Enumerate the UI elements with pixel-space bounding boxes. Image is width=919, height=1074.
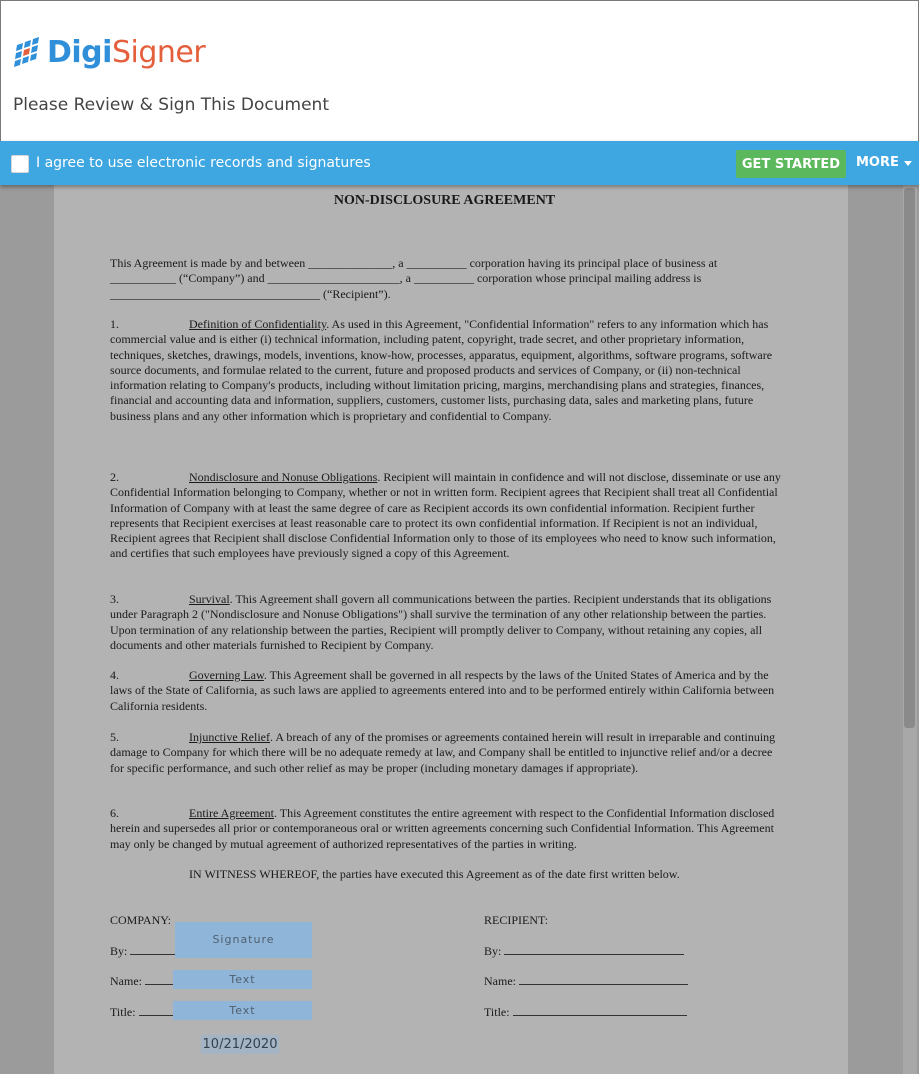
- section-6: [110, 806, 784, 852]
- title-line: [513, 1005, 687, 1016]
- digisigner-logo-icon: [13, 35, 43, 71]
- intro-paragraph: [110, 256, 784, 302]
- section-text: . This Agreement shall be governed in all respects by the laws of the United States of America and by the laws of the State of California, as such laws are applied to agreements entered into and to be performed entirely within California between California residents.: [110, 668, 775, 713]
- section-text: . Recipient will maintain in confidence and will not disclose, disseminate or use any Confidential Information belonging to Company, whether or not in written form. Recipient agrees that Recipient shall treat all Confidential Information of Company with at least the same degree of care as Recipient accords its own confidential information. Recipient further represents that Recipient exercises at least reasonable care to protect its own confidential information. If Recipient is not an individual, Recipient agrees that Recipient shall disclose Confidential Information only to those of its employees who need to know such information, and certifies that such employees have previously signed a copy of this Agreement.: [110, 470, 781, 561]
- section-number: 4.: [110, 668, 119, 682]
- header: [0, 0, 919, 141]
- title-label: Title:: [110, 1005, 136, 1019]
- document-page: [54, 185, 848, 1074]
- name-label: Name:: [110, 974, 142, 988]
- section-text: . This Agreement constitutes the entire agreement with respect to the Confidential Information disclosed herein and supersedes all prior or contemporaneous oral or written agreements concerning such Confidential Information. This Agreement may only be changed by mutual agreement of authorized representatives of the parties in writing.: [110, 806, 775, 851]
- intro-line: ___________________________________ (“Recipient”).: [110, 286, 391, 301]
- section-heading: Injunctive Relief: [189, 730, 270, 744]
- witness-clause: IN WITNESS WHEREOF, the parties have executed this Agreement as of the date first written below.: [189, 867, 680, 881]
- recipient-title-row: [484, 1005, 687, 1020]
- signature-field[interactable]: Signature: [175, 922, 312, 958]
- section-heading: Definition of Confidentiality: [189, 317, 327, 331]
- intro-line: ___________ (“Company”) and ______________________, a __________ corporation whose principal mailing address is: [110, 271, 702, 286]
- section-4: [110, 668, 784, 714]
- section-text: . A breach of any of the promises or agreements contained herein will result in irreparable and continuing damage to Company for which there will be no adequate remedy at law, and Company shall be entitled to injunctive relief and/or a decree for specific performance, and such other relief as may be proper (including monetary damages if appropriate).: [110, 730, 776, 775]
- section-heading: Nondisclosure and Nonuse Obligations: [189, 470, 378, 484]
- title-text-field[interactable]: Text: [173, 1001, 312, 1020]
- section-number: 5.: [110, 730, 119, 744]
- section-number: 2.: [110, 470, 119, 484]
- date-field[interactable]: 10/21/2020: [202, 1037, 278, 1052]
- name-text-field[interactable]: Text: [173, 970, 312, 989]
- scrollbar-thumb[interactable]: [904, 188, 915, 728]
- logo-text-digi: Digi: [47, 35, 112, 70]
- by-label: By:: [484, 944, 502, 958]
- section-heading: Survival: [189, 592, 230, 606]
- section-number: 6.: [110, 806, 119, 820]
- document-title: NON-DISCLOSURE AGREEMENT: [333, 193, 556, 208]
- more-menu-button[interactable]: [856, 155, 912, 170]
- logo: [13, 33, 205, 73]
- get-started-button[interactable]: GET STARTED: [736, 150, 846, 178]
- section-3: [110, 592, 784, 653]
- recipient-by-row: [484, 944, 684, 959]
- section-number: 1.: [110, 317, 119, 331]
- section-text: . As used in this Agreement, "Confidential Information" refers to any information which has commercial value and is either (i) technical information, including patent, copyright, trade secret, and other proprietary information, techniques, sketches, drawings, models, inventions, know-how, processes, apparatus, equipment, algorithms, software programs, software source documents, and formulae related to the current, future and proposed products and services of Company, or (ii) non-technical information relating to Company's products, including without limitation pricing, margins, merchandising plans and strategies, finances, financial and accounting data and information, suppliers, customers, customer lists, purchasing data, sales and marketing plans, future business plans and any other information which is proprietary and confidential to Company.: [110, 317, 773, 423]
- recipient-name-row: [484, 974, 688, 989]
- section-5: [110, 730, 784, 776]
- by-label: By:: [110, 944, 128, 958]
- caret-down-icon: [904, 161, 912, 166]
- intro-line: This Agreement is made by and between ______________, a __________ corporation having its principal place of business at: [110, 256, 718, 270]
- logo-text: [47, 35, 206, 70]
- section-heading: Governing Law: [189, 668, 264, 682]
- page-title: Please Review & Sign This Document: [13, 95, 329, 115]
- recipient-label: RECIPIENT:: [484, 913, 549, 927]
- by-line: [504, 944, 684, 955]
- section-text: . This Agreement shall govern all communications between the parties. Recipient understands that its obligations under Paragraph 2 ("Nondisclosure and Nonuse Obligations") shall survive the termination of any other relationship between the parties. Upon termination of any relationship between the parties, Recipient will promptly deliver to Company, without retaining any copies, all documents and other materials furnished to Recipient by Company.: [110, 592, 772, 652]
- agree-checkbox[interactable]: [11, 155, 29, 173]
- name-line: [519, 974, 688, 985]
- company-label: COMPANY:: [110, 913, 172, 927]
- section-number: 3.: [110, 592, 119, 606]
- section-2: [110, 470, 784, 562]
- logo-text-signer: Signer: [111, 35, 206, 70]
- section-heading: Entire Agreement: [189, 806, 274, 820]
- name-label: Name:: [484, 974, 516, 988]
- section-1: [110, 317, 784, 424]
- more-menu-label: MORE: [856, 155, 899, 170]
- agree-checkbox-label[interactable]: I agree to use electronic records and signatures: [36, 155, 371, 171]
- title-label: Title:: [484, 1005, 510, 1019]
